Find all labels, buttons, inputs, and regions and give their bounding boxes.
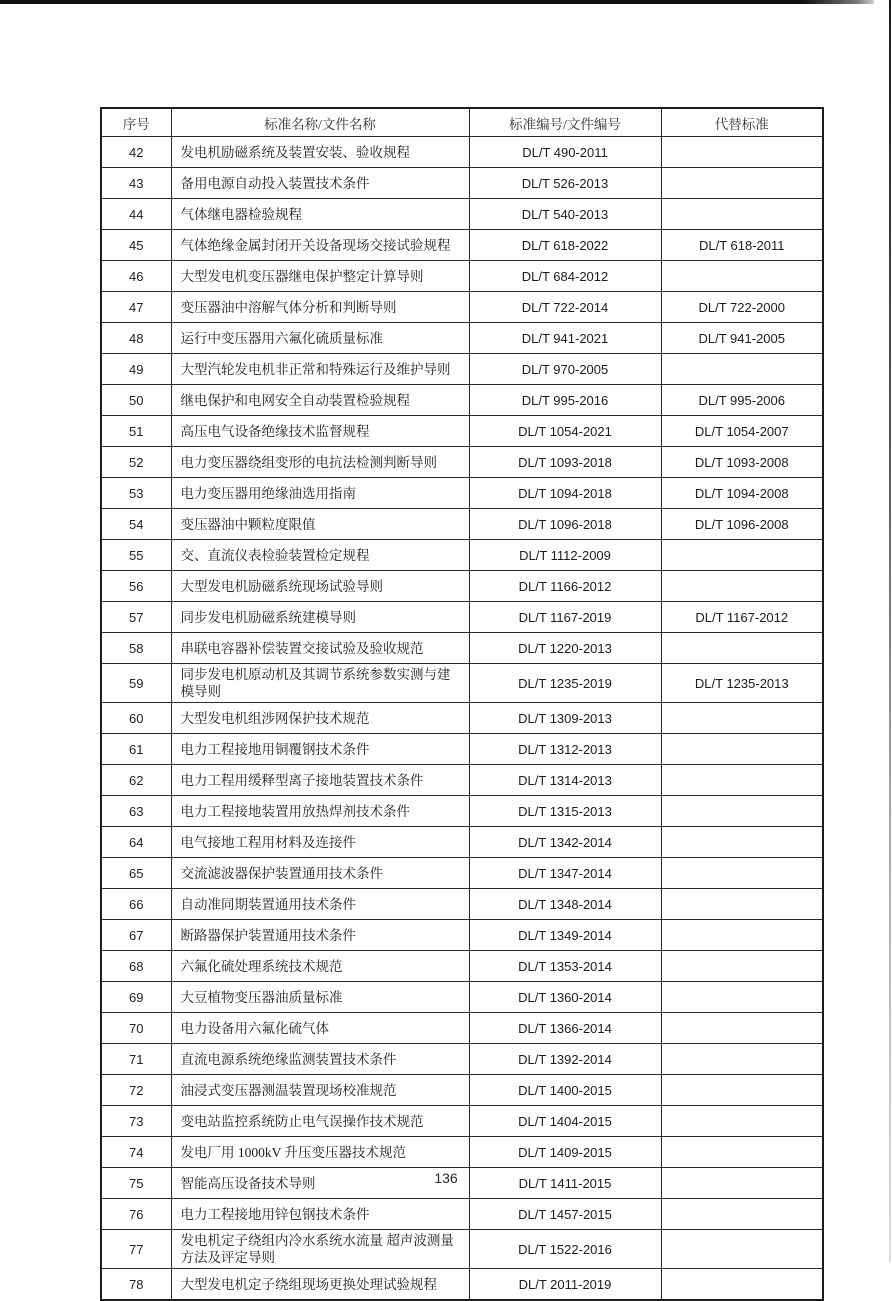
row-replaced-standard [661, 982, 823, 1013]
row-serial-number: 76 [101, 1199, 171, 1230]
row-standard-name: 直流电源系统绝缘监测装置技术条件 [171, 1044, 469, 1075]
row-standard-code: DL/T 540-2013 [469, 199, 661, 230]
row-replaced-standard [661, 137, 823, 168]
row-standard-name: 继电保护和电网安全自动装置检验规程 [171, 385, 469, 416]
table-row [101, 796, 823, 827]
table-row [101, 982, 823, 1013]
row-serial-number: 57 [101, 602, 171, 633]
table-row [101, 1230, 823, 1269]
row-serial-number: 72 [101, 1075, 171, 1106]
row-replaced-standard [661, 951, 823, 982]
table-row [101, 230, 823, 261]
row-standard-name: 电力变压器绕组变形的电抗法检测判断导则 [171, 447, 469, 478]
row-serial-number: 56 [101, 571, 171, 602]
row-standard-name: 交流滤波器保护装置通用技术条件 [171, 858, 469, 889]
row-serial-number: 62 [101, 765, 171, 796]
table-row [101, 1199, 823, 1230]
row-standard-name: 电气接地工程用材料及连接件 [171, 827, 469, 858]
row-replaced-standard [661, 1137, 823, 1168]
row-standard-code: DL/T 1220-2013 [469, 633, 661, 664]
table-row [101, 1013, 823, 1044]
table-row [101, 734, 823, 765]
row-serial-number: 48 [101, 323, 171, 354]
row-standard-code: DL/T 1366-2014 [469, 1013, 661, 1044]
table-row [101, 951, 823, 982]
row-replaced-standard: DL/T 1094-2008 [661, 478, 823, 509]
table-row [101, 920, 823, 951]
row-standard-code: DL/T 1349-2014 [469, 920, 661, 951]
row-replaced-standard [661, 540, 823, 571]
row-standard-name: 发电机励磁系统及装置安装、验收规程 [171, 137, 469, 168]
row-standard-name: 气体绝缘金属封闭开关设备现场交接试验规程 [171, 230, 469, 261]
table-row [101, 1044, 823, 1075]
table-row [101, 633, 823, 664]
row-standard-code: DL/T 1167-2019 [469, 602, 661, 633]
row-standard-code: DL/T 1353-2014 [469, 951, 661, 982]
row-standard-code: DL/T 684-2012 [469, 261, 661, 292]
row-serial-number: 69 [101, 982, 171, 1013]
row-replaced-standard: DL/T 1093-2008 [661, 447, 823, 478]
row-standard-code: DL/T 1342-2014 [469, 827, 661, 858]
table-row [101, 385, 823, 416]
row-standard-code: DL/T 1235-2019 [469, 664, 661, 703]
table-row [101, 354, 823, 385]
row-standard-name: 大型发电机励磁系统现场试验导则 [171, 571, 469, 602]
table-row [101, 765, 823, 796]
table-body [101, 137, 823, 1301]
row-serial-number: 75 [101, 1168, 171, 1199]
row-standard-code: DL/T 526-2013 [469, 168, 661, 199]
row-replaced-standard [661, 734, 823, 765]
row-serial-number: 46 [101, 261, 171, 292]
scan-artifact-top-edge [0, 0, 874, 4]
row-standard-name: 发电厂用 1000kV 升压变压器技术规范 [171, 1137, 469, 1168]
row-serial-number: 64 [101, 827, 171, 858]
table-row [101, 168, 823, 199]
row-standard-code: DL/T 618-2022 [469, 230, 661, 261]
row-replaced-standard [661, 920, 823, 951]
row-standard-name: 大型发电机变压器继电保护整定计算导则 [171, 261, 469, 292]
row-standard-name: 电力工程接地用锌包钢技术条件 [171, 1199, 469, 1230]
table-row [101, 858, 823, 889]
row-serial-number: 51 [101, 416, 171, 447]
table-row [101, 416, 823, 447]
row-standard-code: DL/T 995-2016 [469, 385, 661, 416]
row-replaced-standard [661, 261, 823, 292]
table-row [101, 827, 823, 858]
row-replaced-standard [661, 199, 823, 230]
row-serial-number: 45 [101, 230, 171, 261]
row-replaced-standard: DL/T 722-2000 [661, 292, 823, 323]
row-serial-number: 47 [101, 292, 171, 323]
row-standard-name: 六氟化硫处理系统技术规范 [171, 951, 469, 982]
row-serial-number: 63 [101, 796, 171, 827]
table-row [101, 261, 823, 292]
row-replaced-standard [661, 827, 823, 858]
row-serial-number: 65 [101, 858, 171, 889]
table-row [101, 703, 823, 734]
row-standard-code: DL/T 722-2014 [469, 292, 661, 323]
table-row [101, 889, 823, 920]
table-row [101, 292, 823, 323]
row-standard-name: 高压电气设备绝缘技术监督规程 [171, 416, 469, 447]
row-standard-code: DL/T 1522-2016 [469, 1230, 661, 1269]
row-replaced-standard [661, 571, 823, 602]
row-standard-code: DL/T 1457-2015 [469, 1199, 661, 1230]
row-serial-number: 52 [101, 447, 171, 478]
table-row [101, 1075, 823, 1106]
row-replaced-standard: DL/T 1167-2012 [661, 602, 823, 633]
row-serial-number: 78 [101, 1269, 171, 1301]
row-standard-name: 气体继电器检验规程 [171, 199, 469, 230]
row-serial-number: 73 [101, 1106, 171, 1137]
row-serial-number: 53 [101, 478, 171, 509]
row-standard-code: DL/T 2011-2019 [469, 1269, 661, 1301]
table-row [101, 1137, 823, 1168]
row-replaced-standard [661, 168, 823, 199]
row-replaced-standard: DL/T 618-2011 [661, 230, 823, 261]
row-serial-number: 49 [101, 354, 171, 385]
row-standard-code: DL/T 490-2011 [469, 137, 661, 168]
table-row [101, 509, 823, 540]
row-standard-name: 同步发电机励磁系统建模导则 [171, 602, 469, 633]
row-replaced-standard [661, 1106, 823, 1137]
row-serial-number: 77 [101, 1230, 171, 1269]
row-replaced-standard [661, 889, 823, 920]
row-replaced-standard: DL/T 941-2005 [661, 323, 823, 354]
row-replaced-standard [661, 703, 823, 734]
row-standard-name: 大型汽轮发电机非正常和特殊运行及维护导则 [171, 354, 469, 385]
table-row [101, 664, 823, 703]
standards-table [100, 107, 824, 1301]
row-replaced-standard [661, 765, 823, 796]
row-replaced-standard [661, 1269, 823, 1301]
row-replaced-standard [661, 858, 823, 889]
row-replaced-standard [661, 1075, 823, 1106]
row-standard-name: 变压器油中颗粒度限值 [171, 509, 469, 540]
row-serial-number: 44 [101, 199, 171, 230]
row-standard-code: DL/T 1096-2018 [469, 509, 661, 540]
row-replaced-standard [661, 1230, 823, 1269]
table-row [101, 199, 823, 230]
row-standard-name: 电力工程用缓释型离子接地装置技术条件 [171, 765, 469, 796]
row-standard-code: DL/T 1392-2014 [469, 1044, 661, 1075]
row-standard-code: DL/T 1360-2014 [469, 982, 661, 1013]
table-row [101, 137, 823, 168]
row-replaced-standard [661, 1199, 823, 1230]
header-standard-name: 标准名称/文件名称 [171, 108, 469, 137]
row-standard-name: 大型发电机组涉网保护技术规范 [171, 703, 469, 734]
table-header-row [101, 108, 823, 137]
row-serial-number: 68 [101, 951, 171, 982]
row-standard-name: 变压器油中溶解气体分析和判断导则 [171, 292, 469, 323]
row-standard-code: DL/T 1314-2013 [469, 765, 661, 796]
table-row [101, 447, 823, 478]
header-serial-number: 序号 [101, 108, 171, 137]
row-replaced-standard [661, 1044, 823, 1075]
row-standard-name: 电力变压器用绝缘油选用指南 [171, 478, 469, 509]
row-replaced-standard: DL/T 995-2006 [661, 385, 823, 416]
row-standard-code: DL/T 1112-2009 [469, 540, 661, 571]
row-standard-name: 大豆植物变压器油质量标准 [171, 982, 469, 1013]
row-standard-name: 自动准同期装置通用技术条件 [171, 889, 469, 920]
row-standard-code: DL/T 1315-2013 [469, 796, 661, 827]
header-replaced-standard: 代替标准 [661, 108, 823, 137]
row-standard-code: DL/T 1054-2021 [469, 416, 661, 447]
table-row [101, 323, 823, 354]
row-standard-name: 电力设备用六氟化硫气体 [171, 1013, 469, 1044]
row-serial-number: 59 [101, 664, 171, 703]
table-row [101, 571, 823, 602]
row-standard-code: DL/T 1094-2018 [469, 478, 661, 509]
table-row [101, 1269, 823, 1301]
row-standard-code: DL/T 1400-2015 [469, 1075, 661, 1106]
row-standard-code: DL/T 1348-2014 [469, 889, 661, 920]
table-row [101, 478, 823, 509]
row-replaced-standard [661, 796, 823, 827]
row-serial-number: 54 [101, 509, 171, 540]
row-standard-name: 同步发电机原动机及其调节系统参数实测与建模导则 [171, 664, 469, 703]
row-standard-name: 大型发电机定子绕组现场更换处理试验规程 [171, 1269, 469, 1301]
row-serial-number: 55 [101, 540, 171, 571]
row-standard-name: 备用电源自动投入装置技术条件 [171, 168, 469, 199]
row-serial-number: 67 [101, 920, 171, 951]
row-standard-code: DL/T 1347-2014 [469, 858, 661, 889]
row-serial-number: 71 [101, 1044, 171, 1075]
row-standard-name: 断路器保护装置通用技术条件 [171, 920, 469, 951]
table-row [101, 1106, 823, 1137]
row-standard-name: 交、直流仪表检验装置检定规程 [171, 540, 469, 571]
row-replaced-standard: DL/T 1235-2013 [661, 664, 823, 703]
row-standard-name: 发电机定子绕组内冷水系统水流量 超声波测量方法及评定导则 [171, 1230, 469, 1269]
row-serial-number: 42 [101, 137, 171, 168]
row-replaced-standard: DL/T 1096-2008 [661, 509, 823, 540]
row-standard-name: 变电站监控系统防止电气误操作技术规范 [171, 1106, 469, 1137]
row-replaced-standard [661, 633, 823, 664]
row-standard-name: 电力工程接地用铜覆钢技术条件 [171, 734, 469, 765]
row-standard-name: 智能高压设备技术导则 [171, 1168, 469, 1199]
row-standard-code: DL/T 1404-2015 [469, 1106, 661, 1137]
row-standard-name: 串联电容器补偿装置交接试验及验收规范 [171, 633, 469, 664]
row-standard-code: DL/T 1166-2012 [469, 571, 661, 602]
row-standard-code: DL/T 1411-2015 [469, 1168, 661, 1199]
row-standard-code: DL/T 970-2005 [469, 354, 661, 385]
row-standard-name: 电力工程接地装置用放热焊剂技术条件 [171, 796, 469, 827]
row-serial-number: 43 [101, 168, 171, 199]
header-standard-code: 标准编号/文件编号 [469, 108, 661, 137]
row-replaced-standard [661, 354, 823, 385]
page-number: 136 [434, 1170, 458, 1186]
row-serial-number: 58 [101, 633, 171, 664]
row-standard-name: 油浸式变压器测温装置现场校准规范 [171, 1075, 469, 1106]
row-replaced-standard [661, 1013, 823, 1044]
row-serial-number: 70 [101, 1013, 171, 1044]
scan-artifact-right-edge [889, 0, 891, 1262]
row-serial-number: 61 [101, 734, 171, 765]
row-serial-number: 50 [101, 385, 171, 416]
row-serial-number: 74 [101, 1137, 171, 1168]
row-replaced-standard: DL/T 1054-2007 [661, 416, 823, 447]
table-row [101, 602, 823, 633]
table-row [101, 540, 823, 571]
row-standard-code: DL/T 1093-2018 [469, 447, 661, 478]
row-standard-code: DL/T 1409-2015 [469, 1137, 661, 1168]
row-serial-number: 60 [101, 703, 171, 734]
row-serial-number: 66 [101, 889, 171, 920]
row-standard-name: 运行中变压器用六氟化硫质量标准 [171, 323, 469, 354]
row-standard-code: DL/T 1312-2013 [469, 734, 661, 765]
row-standard-code: DL/T 1309-2013 [469, 703, 661, 734]
row-standard-code: DL/T 941-2021 [469, 323, 661, 354]
